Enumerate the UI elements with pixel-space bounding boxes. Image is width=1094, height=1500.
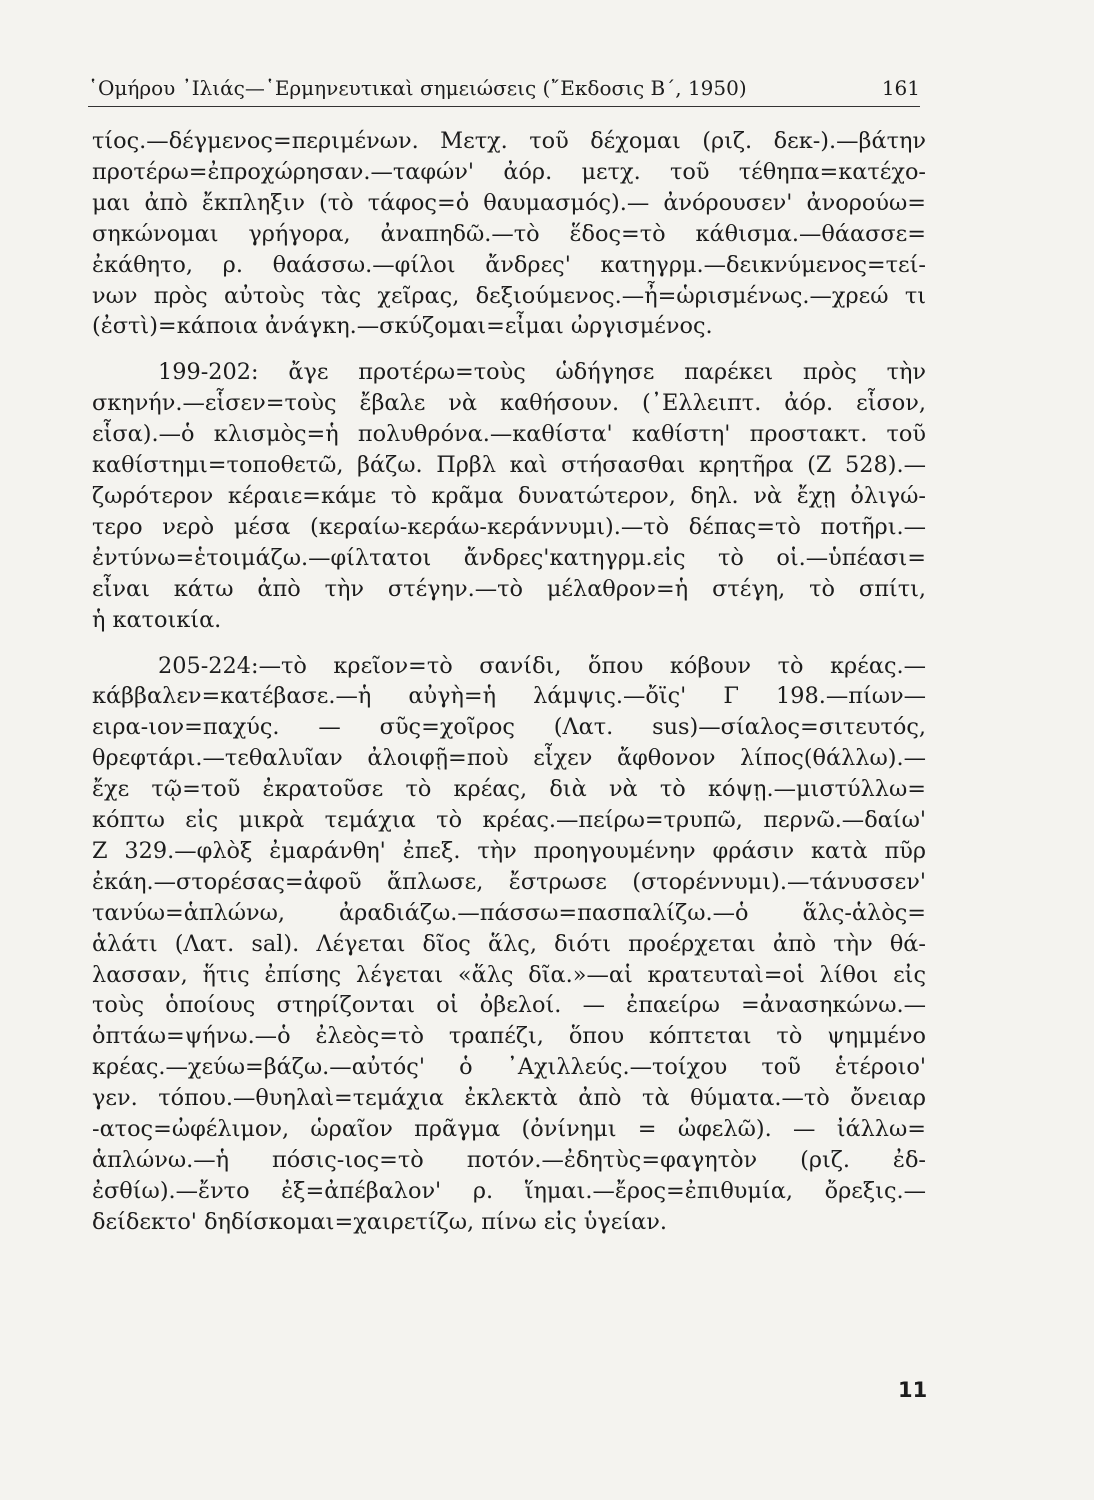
text-line: -ατος=ὠφέλιμον, ὡραῖον πρᾶγμα (ὀνίνημι = ὠφελῶ). — ἰάλλω= bbox=[92, 1116, 926, 1143]
text-line: 199-202: ἄγε προτέρω=τοὺς ὡδήγησε παρέκει πρὸς τὴν bbox=[158, 359, 926, 386]
text-line: ἐκάη.—στορέσας=ἀφοῦ ἅπλωσε, ἔστρωσε (στορέννυμι).—τάνυσσεν' bbox=[92, 868, 926, 895]
text-line: καθίστημι=τοποθετῶ, βάζω. Πρβλ καὶ στήσασθαι κρητῆρα (Ζ 528).— bbox=[92, 452, 926, 479]
text-line: κάββαλεν=κατέβασε.—ἡ αὐγὴ=ἡ λάμψις.—ὄϊς' Γ 198.—πίων— bbox=[92, 683, 926, 710]
paragraph-gap bbox=[92, 636, 926, 651]
paragraph bbox=[92, 357, 926, 635]
page-number: 161 bbox=[881, 76, 920, 100]
text-line: γεν. τόπου.—θυηλαὶ=τεμάχια ἐκλεκτὰ ἀπὸ τὰ θύματα.—τὸ ὄνειαρ bbox=[92, 1085, 926, 1112]
text-line: εἷσα).—ὁ κλισμὸς=ἡ πολυθρόνα.—καθίστα' καθίστη' προστακτ. τοῦ bbox=[92, 421, 926, 448]
paragraph bbox=[92, 651, 926, 1238]
text-line: δείδεκτο' δηδίσκομαι=χαιρετίζω, πίνω εἰς ὑγείαν. bbox=[92, 1208, 667, 1235]
text-line: ζωρότερον κέραιε=κάμε τὸ κρᾶμα δυνατώτερον, δηλ. νὰ ἔχῃ ὀλιγώ- bbox=[92, 482, 926, 509]
text-line: ἔχε τῷ=τοῦ ἐκρατοῦσε τὸ κρέας, διὰ νὰ τὸ κόψῃ.—μιστύλλω= bbox=[92, 776, 926, 803]
text-line: σκηνήν.—εἷσεν=τοὺς ἔβαλε νὰ καθήσουν. (᾿Ελλειπτ. ἀόρ. εἷσον, bbox=[92, 390, 926, 417]
text-line: σηκώνομαι γρήγορα, ἀναπηδῶ.—τὸ ἕδος=τὸ κάθισμα.—θάασσε= bbox=[92, 220, 926, 247]
text-line: ὀπτάω=ψήνω.—ὁ ἐλεὸς=τὸ τραπέζι, ὅπου κόπτεται τὸ ψημμένο bbox=[92, 1023, 926, 1050]
text-line: προτέρω=ἐπροχώρησαν.—ταφών' ἀόρ. μετχ. τοῦ τέθηπα=κατέχο- bbox=[92, 158, 926, 185]
text-line: θρεφτάρι.—τεθαλυῖαν ἀλοιφῇ=ποὺ εἶχεν ἄφθονον λίπος(θάλλω).— bbox=[92, 745, 926, 772]
signature-mark: 11 bbox=[898, 1378, 928, 1402]
text-line: ἐσθίω).—ἔντο ἐξ=ἀπέβαλον' ρ. ἵημαι.—ἔρος=ἐπιθυμία, ὄρεξις.— bbox=[92, 1177, 926, 1204]
text-line: τερο νερὸ μέσα (κεραίω-κεράω-κεράννυμι).—τὸ δέπας=τὸ ποτῆρι.— bbox=[92, 513, 926, 540]
text-line: ἁπλώνω.—ἡ πόσις-ιος=τὸ ποτόν.—ἐδητὺς=φαγητὸν (ριζ. ἐδ- bbox=[92, 1147, 926, 1173]
text-line: ἡ κατοικία. bbox=[92, 606, 222, 633]
text-line: λασσαν, ἥτις ἐπίσης λέγεται «ἅλς δῖα.»—αἱ κρατευταὶ=οἱ λίθοι εἰς bbox=[92, 961, 926, 988]
text-line: 205-224:—τὸ κρεῖον=τὸ σανίδι, ὅπου κόβουν τὸ κρέας.— bbox=[158, 652, 926, 679]
running-title: ῾Ομήρου ᾿Ιλιάς—῾Ερμηνευτικαὶ σημειώσεις (῎Εκδοσις Β΄, 1950) bbox=[88, 76, 747, 100]
text-line: τοὺς ὁποίους στηρίζονται οἱ ὀβελοί. — ἐπαείρω =ἀνασηκώνω.— bbox=[92, 992, 926, 1019]
text-line: (ἐστὶ)=κάποια ἀνάγκη.—σκύζομαι=εἶμαι ὠργισμένος. bbox=[92, 313, 713, 340]
paragraph bbox=[92, 126, 926, 342]
paragraph-gap bbox=[92, 342, 926, 357]
text-line: τίος.—δέγμενος=περιμένων. Μετχ. τοῦ δέχομαι (ριζ. δεκ-).—βάτην bbox=[92, 128, 926, 154]
text-line: ἐντύνω=ἑτοιμάζω.—φίλτατοι ἄνδρες'κατηγρμ.εἰς τὸ οἱ.—ὑπέασι= bbox=[92, 544, 926, 571]
text-line: εἶναι κάτω ἀπὸ τὴν στέγην.—τὸ μέλαθρον=ἡ στέγη, τὸ σπίτι, bbox=[92, 575, 926, 602]
commentary-text bbox=[92, 126, 926, 1238]
running-header bbox=[88, 74, 920, 107]
text-line: Ζ 329.—φλὸξ ἐμαράνθη' ἐπεξ. τὴν προηγουμένην φράσιν κατὰ πῦρ bbox=[92, 837, 926, 864]
text-line: κόπτω εἰς μικρὰ τεμάχια τὸ κρέας.—πείρω=τρυπῶ, περνῶ.—δαίω' bbox=[92, 807, 926, 834]
text-line: νων πρὸς αὐτοὺς τὰς χεῖρας, δεξιούμενος.—ἦ=ὡρισμένως.—χρεώ τι bbox=[92, 282, 926, 309]
text-line: τανύω=ἁπλώνω, ἀραδιάζω.—πάσσω=πασπαλίζω.—ὁ ἅλς-ἁλὸς= bbox=[92, 899, 926, 926]
text-line: κρέας.—χεύω=βάζω.—αὐτός' ὁ ᾿Αχιλλεύς.—τοίχου τοῦ ἑτέροιο' bbox=[92, 1054, 926, 1081]
text-line: ἁλάτι (Λατ. sal). Λέγεται δῖος ἅλς, διότι προέρχεται ἀπὸ τὴν θά- bbox=[92, 930, 926, 957]
text-line: μαι ἀπὸ ἔκπληξιν (τὸ τάφος=ὁ θαυμασμός).— ἀνόρουσεν' ἀνορούω= bbox=[92, 189, 926, 216]
text-line: ειρα-ιον=παχύς. — σῦς=χοῖρος (Λατ. sus)—σίαλος=σιτευτός, bbox=[92, 714, 926, 741]
text-line: ἐκάθητο, ρ. θαάσσω.—φίλοι ἄνδρες' κατηγρμ.—δεικνύμενος=τεί- bbox=[92, 251, 926, 278]
